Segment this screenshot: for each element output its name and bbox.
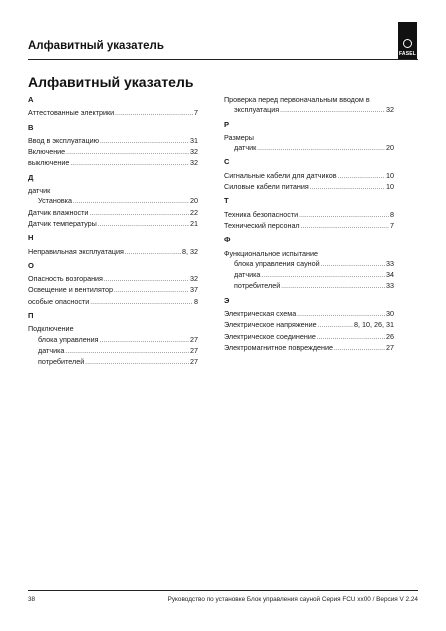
leader-dots xyxy=(104,275,189,285)
index-letter: В xyxy=(28,122,34,132)
index-page: 27 xyxy=(190,334,198,344)
index-entry xyxy=(28,208,198,219)
footer-document-title: Руководство по установке Блок управления сауной Серия FCU xx00 / Версия V 2.24 xyxy=(167,596,418,603)
index-letter: Т xyxy=(224,196,229,206)
index-page: 34 xyxy=(386,270,394,280)
index-page: 32 xyxy=(190,147,198,157)
leader-dots xyxy=(301,222,389,232)
index-entry xyxy=(224,343,394,354)
index-term: Техника безопасности xyxy=(224,209,299,219)
index-page: 26 xyxy=(386,331,394,341)
index-term: Электромагнитное повреждение xyxy=(224,342,334,352)
leader-dots xyxy=(100,336,189,346)
leader-dots xyxy=(125,248,181,258)
index-page: 37 xyxy=(190,285,198,295)
index-entry xyxy=(28,285,198,296)
index-term: Включение xyxy=(28,147,66,157)
leader-dots xyxy=(334,344,385,354)
index-entry xyxy=(224,210,394,221)
index-term: Электрическая схема xyxy=(224,309,297,319)
index-term: потребителей xyxy=(38,357,85,367)
index-page: 8 xyxy=(390,209,394,219)
index-term: датчика xyxy=(38,345,65,355)
page-title: Алфавитный указатель xyxy=(28,74,194,90)
index-entry xyxy=(224,182,394,193)
index-page: 10 xyxy=(386,170,394,180)
index-page: 7 xyxy=(390,220,394,230)
leader-dots xyxy=(65,347,189,357)
index-term: Сигнальные кабели для датчиков xyxy=(224,170,337,180)
index-term: Аттестованные электрики xyxy=(28,108,115,118)
index-page: 27 xyxy=(190,357,198,367)
index-term: Размеры xyxy=(224,132,254,142)
index-entry xyxy=(224,221,394,232)
index-subentry xyxy=(28,335,198,346)
index-subentry xyxy=(28,196,198,207)
index-page: 8 xyxy=(194,296,198,306)
leader-dots xyxy=(70,159,189,169)
index-letter: О xyxy=(28,260,34,270)
index-entry xyxy=(224,309,394,320)
index-subentry xyxy=(28,346,198,357)
index-term: датчика xyxy=(234,270,261,280)
index-letter: Э xyxy=(224,295,230,305)
index-letter: Д xyxy=(28,172,34,182)
leader-dots xyxy=(98,220,189,230)
index-term: Подключение xyxy=(28,324,74,334)
index-page: 10 xyxy=(386,182,394,192)
index-subentry xyxy=(224,105,394,116)
index-term: Электрическое соединение xyxy=(224,331,316,341)
index-term: Технический персонал xyxy=(224,220,300,230)
index-entry xyxy=(224,332,394,343)
index-heading xyxy=(28,324,198,334)
leader-dots xyxy=(261,271,385,281)
index-subentry xyxy=(224,281,394,292)
index-term: эксплуатация xyxy=(234,105,280,115)
header-title: Алфавитный указатель xyxy=(28,40,164,52)
logo-mark-icon xyxy=(403,39,412,48)
index-entry xyxy=(28,297,198,308)
index-page: 33 xyxy=(386,258,394,268)
index-entry xyxy=(28,158,198,169)
index-entry xyxy=(28,219,198,230)
index-entry xyxy=(28,247,198,258)
index-page: 8, 32 xyxy=(182,246,198,256)
leader-dots xyxy=(318,321,353,331)
index-term: Датчик температуры xyxy=(28,218,97,228)
leader-dots xyxy=(310,183,385,193)
index-page: 33 xyxy=(386,281,394,291)
leader-dots xyxy=(297,310,385,320)
index-term: выключение xyxy=(28,158,70,168)
footer-divider xyxy=(28,590,418,591)
leader-dots xyxy=(85,358,189,368)
index-column-right xyxy=(224,95,394,354)
index-term: Проверка перед первоначальным вводом в xyxy=(224,95,370,104)
index-subentry xyxy=(28,357,198,368)
leader-dots xyxy=(281,282,385,292)
index-page: 27 xyxy=(386,342,394,352)
index-page: 22 xyxy=(190,207,198,217)
index-term: Электрическое напряжение xyxy=(224,320,317,330)
index-heading xyxy=(224,249,394,259)
index-entry xyxy=(224,171,394,182)
index-subentry xyxy=(224,259,394,270)
leader-dots xyxy=(100,137,189,147)
leader-dots xyxy=(257,144,385,154)
index-entry xyxy=(28,108,198,119)
index-heading xyxy=(28,186,198,196)
index-term: блока управления сауной xyxy=(234,258,320,268)
index-page: 32 xyxy=(190,274,198,284)
index-term: Неправильная эксплуатация xyxy=(28,246,124,256)
leader-dots xyxy=(90,298,193,308)
index-page: 20 xyxy=(190,196,198,206)
index-term: Освещение и вентилятор xyxy=(28,285,114,295)
index-column-left xyxy=(28,95,198,369)
index-heading xyxy=(224,133,394,143)
index-term: Ввод в эксплуатацию xyxy=(28,135,100,145)
index-term: датчик xyxy=(234,143,257,153)
index-page: 20 xyxy=(386,143,394,153)
index-subentry xyxy=(224,143,394,154)
leader-dots xyxy=(338,172,385,182)
leader-dots xyxy=(280,106,385,116)
index-page: 30 xyxy=(386,309,394,319)
index-heading xyxy=(224,95,394,105)
leader-dots xyxy=(66,148,189,158)
index-letter: Н xyxy=(28,233,34,243)
leader-dots xyxy=(114,286,189,296)
index-entry xyxy=(28,147,198,158)
index-letter: С xyxy=(224,157,230,167)
index-entry xyxy=(28,136,198,147)
index-entry xyxy=(28,274,198,285)
brand-logo xyxy=(398,22,417,59)
footer-page-number: 38 xyxy=(28,596,36,603)
index-term: блока управления xyxy=(38,334,99,344)
index-page: 21 xyxy=(190,218,198,228)
index-page: 27 xyxy=(190,345,198,355)
leader-dots xyxy=(321,260,385,270)
header-divider xyxy=(28,59,418,60)
index-page: 32 xyxy=(386,105,394,115)
index-letter: Р xyxy=(224,119,230,129)
index-subentry xyxy=(224,270,394,281)
index-letter: Ф xyxy=(224,235,231,245)
index-page: 31 xyxy=(190,135,198,145)
index-term: особые опасности xyxy=(28,296,90,306)
index-term: датчик xyxy=(28,186,51,196)
leader-dots xyxy=(299,211,389,221)
logo-brand-text: FASEL xyxy=(398,51,417,57)
index-term: Опасность возгорания xyxy=(28,274,103,284)
index-term: Функциональное испытание xyxy=(224,248,319,258)
leader-dots xyxy=(89,209,189,219)
leader-dots xyxy=(115,109,193,119)
index-letter: П xyxy=(28,311,34,321)
index-page: 7 xyxy=(194,108,198,118)
index-term: Датчик влажности xyxy=(28,207,89,217)
index-term: Силовые кабели питания xyxy=(224,182,309,192)
index-term: потребителей xyxy=(234,281,281,291)
leader-dots xyxy=(73,197,189,207)
index-term: Установка xyxy=(38,196,72,206)
index-page: 32 xyxy=(190,158,198,168)
index-page: 8, 10, 26, 31 xyxy=(354,320,394,330)
index-letter: А xyxy=(28,95,34,104)
index-entry xyxy=(224,320,394,331)
leader-dots xyxy=(317,333,385,343)
